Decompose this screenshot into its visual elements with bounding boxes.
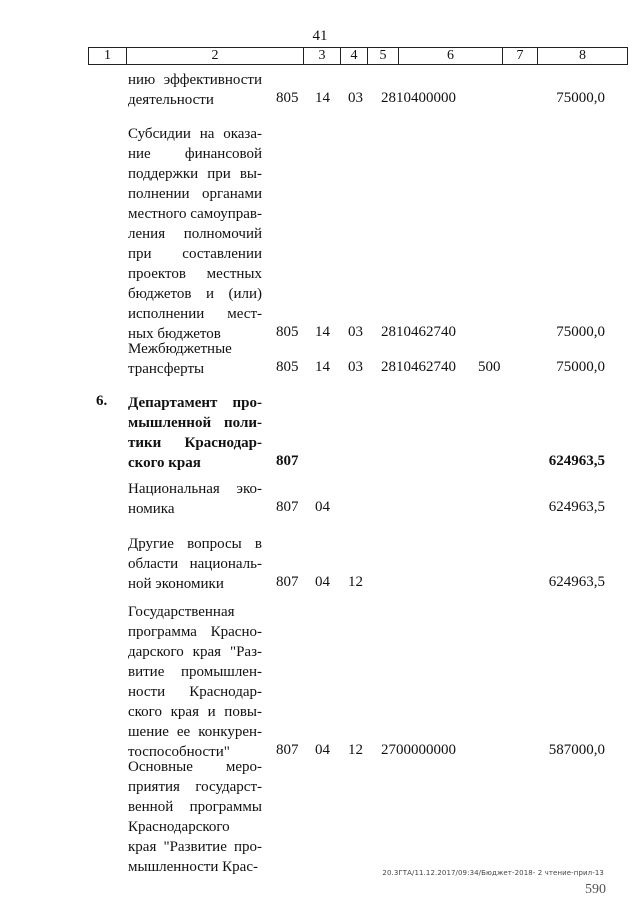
ministry-code: 807 <box>276 574 299 590</box>
ministry-code: 807 <box>276 499 299 515</box>
description-line: ной экономики <box>128 576 224 592</box>
section-code: 14 <box>315 324 330 340</box>
description-line: программа Красно- <box>128 624 262 640</box>
description-line: Краснодарского <box>128 819 230 835</box>
section-code: 14 <box>315 359 330 375</box>
amount: 624963,5 <box>548 574 605 590</box>
amount: 587000,0 <box>548 742 605 758</box>
section-code: 14 <box>315 90 330 106</box>
column-header-7: 7 <box>503 48 538 65</box>
description-line: Государственная <box>128 604 235 620</box>
description-line: тоспособности" <box>128 744 230 760</box>
target-item-code: 2700000000 <box>381 742 456 758</box>
description-line: проектов местных <box>128 266 262 282</box>
description-line: Межбюджетные <box>128 341 232 357</box>
description-line: ние финансовой <box>128 146 262 162</box>
subsection-code: 03 <box>348 324 363 340</box>
section-code: 04 <box>315 499 330 515</box>
target-item-code: 2810462740 <box>381 359 456 375</box>
amount: 75000,0 <box>556 90 605 106</box>
section-code: 04 <box>315 742 330 758</box>
description-line: венной программы <box>128 799 262 815</box>
description-line: ных бюджетов <box>128 326 221 342</box>
description-line: Субсидии на оказа- <box>128 126 262 142</box>
amount: 75000,0 <box>556 324 605 340</box>
subsection-code: 12 <box>348 574 363 590</box>
description-line: при составлении <box>128 246 262 262</box>
description-line: мышленности Крас- <box>128 859 258 875</box>
description-line: поддержки при вы- <box>128 166 262 182</box>
section-code: 04 <box>315 574 330 590</box>
description-line: шение ее конкурен- <box>128 724 262 740</box>
column-header-2: 2 <box>127 48 304 65</box>
column-header-4: 4 <box>341 48 368 65</box>
description-line: местного самоуправ- <box>128 206 262 222</box>
ministry-code: 805 <box>276 359 299 375</box>
row-description <box>128 479 262 519</box>
amount: 75000,0 <box>556 359 605 375</box>
ministry-code: 807 <box>276 742 299 758</box>
expense-type-code: 500 <box>478 359 501 375</box>
description-line: мышленной поли- <box>128 415 262 431</box>
row-description <box>128 339 262 379</box>
ministry-code: 805 <box>276 324 299 340</box>
ministry-code: 807 <box>276 453 299 469</box>
column-header-6: 6 <box>399 48 503 65</box>
column-header-8: 8 <box>538 48 628 65</box>
footer-page-number: 590 <box>585 882 606 897</box>
description-line: приятия государст- <box>128 779 262 795</box>
page-number: 41 <box>312 28 328 44</box>
amount: 624963,5 <box>548 453 605 469</box>
target-item-code: 2810400000 <box>381 90 456 106</box>
description-line: дарского края "Раз- <box>128 644 262 660</box>
row-description <box>128 602 262 762</box>
description-line: нию эффективности <box>128 72 262 88</box>
target-item-code: 2810462740 <box>381 324 456 340</box>
description-line: Национальная эко- <box>128 481 262 497</box>
description-line: края "Развитие про- <box>128 839 262 855</box>
description-line: ления полномочий <box>128 226 262 242</box>
row-description <box>128 70 262 110</box>
subsection-code: 03 <box>348 359 363 375</box>
description-line: ского края <box>128 455 201 471</box>
column-header-3: 3 <box>304 48 341 65</box>
ministry-code: 805 <box>276 90 299 106</box>
description-line: трансферты <box>128 361 205 377</box>
description-line: витие промышлен- <box>128 664 262 680</box>
row-description <box>128 534 262 594</box>
subsection-code: 03 <box>348 90 363 106</box>
column-header-1: 1 <box>89 48 127 65</box>
document-footer-code: 20.3ГТА/11.12.2017/09:34/Бюджет-2018- 2 чтение-прил-13 <box>382 869 604 877</box>
amount: 624963,5 <box>548 499 605 515</box>
column-header-5: 5 <box>368 48 399 65</box>
description-line: исполнении мест- <box>128 306 262 322</box>
description-line: ского края и повы- <box>128 704 262 720</box>
description-line: полнении органами <box>128 186 262 202</box>
subsection-code: 12 <box>348 742 363 758</box>
row-description <box>128 393 262 473</box>
description-line: тики Краснодар- <box>128 435 262 451</box>
description-line: номика <box>128 501 175 517</box>
description-line: области националь- <box>128 556 262 572</box>
description-line: ности Краснодар- <box>128 684 262 700</box>
row-description <box>128 757 262 877</box>
row-description <box>128 124 262 344</box>
description-line: Департамент про- <box>128 395 262 411</box>
description-line: Другие вопросы в <box>128 536 262 552</box>
row-number: 6. <box>96 393 108 409</box>
column-header-row <box>88 47 628 65</box>
description-line: бюджетов и (или) <box>128 286 262 302</box>
description-line: Основные меро- <box>128 759 262 775</box>
description-line: деятельности <box>128 92 214 108</box>
